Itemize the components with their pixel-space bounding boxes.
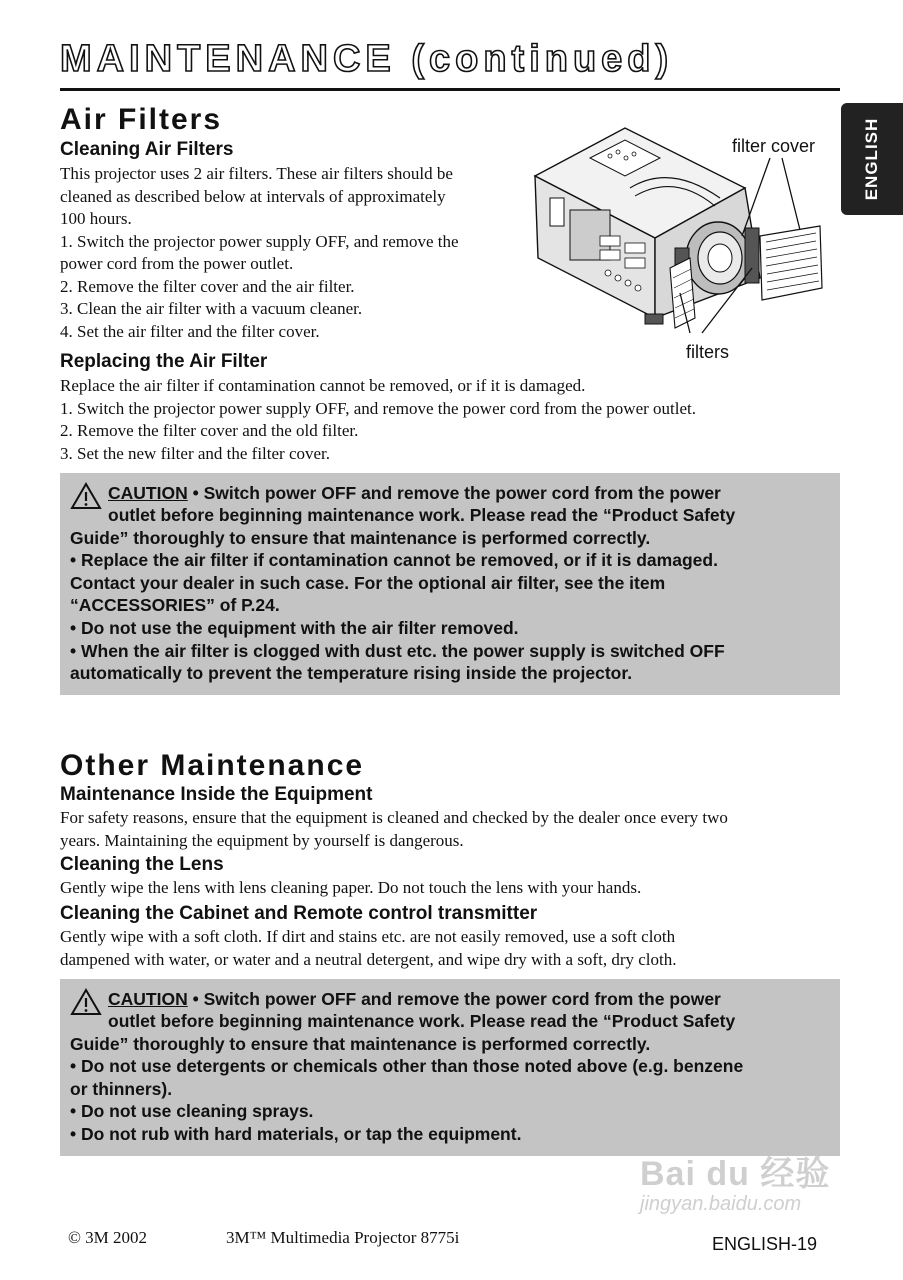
caution-line: outlet before beginning maintenance work. Please read the “Product Safety: [108, 505, 736, 525]
caution-line: • When the air filter is clogged with dust etc. the power supply is switched OFF: [70, 640, 725, 661]
text-line: 100 hours.: [60, 209, 132, 228]
cleaning-lens-text: [60, 877, 840, 900]
caution-box-air-filters: [60, 473, 840, 695]
section-heading-other-maintenance: Other Maintenance: [60, 749, 365, 782]
subheading-cleaning-air-filters: Cleaning Air Filters: [60, 139, 234, 160]
caution-line: • Do not use the equipment with the air filter removed.: [70, 617, 519, 638]
cleaning-cabinet-text: [60, 926, 840, 971]
caution-line: • Do not use cleaning sprays.: [70, 1101, 314, 1122]
language-tab-label: ENGLISH: [862, 117, 881, 201]
caution-line: • Replace the air filter if contamination cannot be removed, or if it is damaged.: [70, 550, 718, 571]
subheading-cleaning-cabinet: Cleaning the Cabinet and Remote control transmitter: [60, 903, 538, 924]
caution-box-other-maintenance: [60, 979, 840, 1156]
caution-line: Guide” thoroughly to ensure that maintenance is performed correctly.: [70, 1033, 651, 1054]
caution-line: automatically to prevent the temperature rising inside the projector.: [70, 663, 633, 684]
text-line: years. Maintaining the equipment by yourself is dangerous.: [60, 830, 464, 850]
footer-product: 3M™ Multimedia Projector 8775i: [226, 1228, 460, 1247]
caution-line: • Do not rub with hard materials, or tap the equipment.: [70, 1123, 522, 1144]
subheading-maintenance-inside: Maintenance Inside the Equipment: [60, 784, 373, 805]
text-line: 1. Switch the projector power supply OFF, and remove the: [60, 231, 459, 251]
caution-label: CAUTION: [108, 483, 188, 503]
text-line: 3. Clean the air filter with a vacuum cleaner.: [60, 299, 363, 318]
caution-line: • Do not use detergents or chemicals other than those noted above (e.g. benzene: [70, 1056, 744, 1077]
replacing-air-filter-text: [60, 375, 840, 465]
text-line: Replace the air filter if contamination cannot be removed, or if it is damaged.: [60, 376, 586, 395]
caution-text: • Switch power OFF and remove the power cord from the power: [187, 989, 721, 1009]
maintenance-inside-text: [60, 807, 850, 852]
subheading-cleaning-lens: Cleaning the Lens: [60, 854, 224, 875]
text-line: This projector uses 2 air filters. These air filters should be: [60, 164, 453, 183]
language-tab: [841, 103, 903, 215]
text-line: 2. Remove the filter cover and the old filter.: [60, 421, 359, 440]
watermark-url: jingyan.baidu.com: [640, 1193, 802, 1215]
text-line: 4. Set the air filter and the filter cover.: [60, 321, 320, 341]
text-line: Gently wipe with a soft cloth. If dirt and stains etc. are not easily removed, use a soft cloth: [60, 927, 676, 946]
text-line: dampened with water, or water and a neutral detergent, and wipe dry with a soft, dry cloth.: [60, 949, 677, 969]
caution-text: • Switch power OFF and remove the power cord from the power: [187, 483, 721, 503]
subheading-replacing-air-filter: Replacing the Air Filter: [60, 351, 268, 372]
text-line: power cord from the power outlet.: [60, 254, 294, 273]
watermark-brand: Bai du 经验: [640, 1155, 831, 1193]
text-line: Gently wipe the lens with lens cleaning paper. Do not touch the lens with your hands.: [60, 878, 642, 897]
warning-icon: [70, 988, 102, 1016]
page-title: MAINTENANCE (continued): [60, 38, 674, 80]
projector-illustration: [530, 118, 830, 338]
title-rule: [60, 88, 840, 91]
caution-line: outlet before beginning maintenance work. Please read the “Product Safety: [108, 1011, 736, 1031]
text-line: For safety reasons, ensure that the equipment is cleaned and checked by the dealer once every two: [60, 808, 728, 827]
footer-copyright: © 3M 2002: [68, 1228, 148, 1247]
label-filter-cover: filter cover: [732, 136, 816, 156]
text-line: 2. Remove the filter cover and the air filter.: [60, 276, 355, 296]
caution-label: CAUTION: [108, 989, 188, 1009]
caution-line: “ACCESSORIES” of P.24.: [70, 595, 280, 616]
cleaning-air-filters-text: [60, 163, 530, 343]
text-line: 1. Switch the projector power supply OFF, and remove the power cord from the power outlet.: [60, 398, 696, 418]
caution-line: or thinners).: [70, 1078, 173, 1099]
warning-icon: [70, 482, 102, 510]
caution-line: Guide” thoroughly to ensure that maintenance is performed correctly.: [70, 527, 651, 548]
caution-line: Contact your dealer in such case. For the optional air filter, see the item: [70, 572, 666, 593]
text-line: cleaned as described below at intervals of approximately: [60, 186, 446, 206]
section-heading-air-filters: Air Filters: [60, 103, 223, 136]
watermark: [640, 1146, 830, 1216]
footer-page-number: ENGLISH-19: [712, 1234, 818, 1254]
text-line: 3. Set the new filter and the filter cover.: [60, 443, 331, 463]
label-filters: filters: [686, 342, 730, 362]
